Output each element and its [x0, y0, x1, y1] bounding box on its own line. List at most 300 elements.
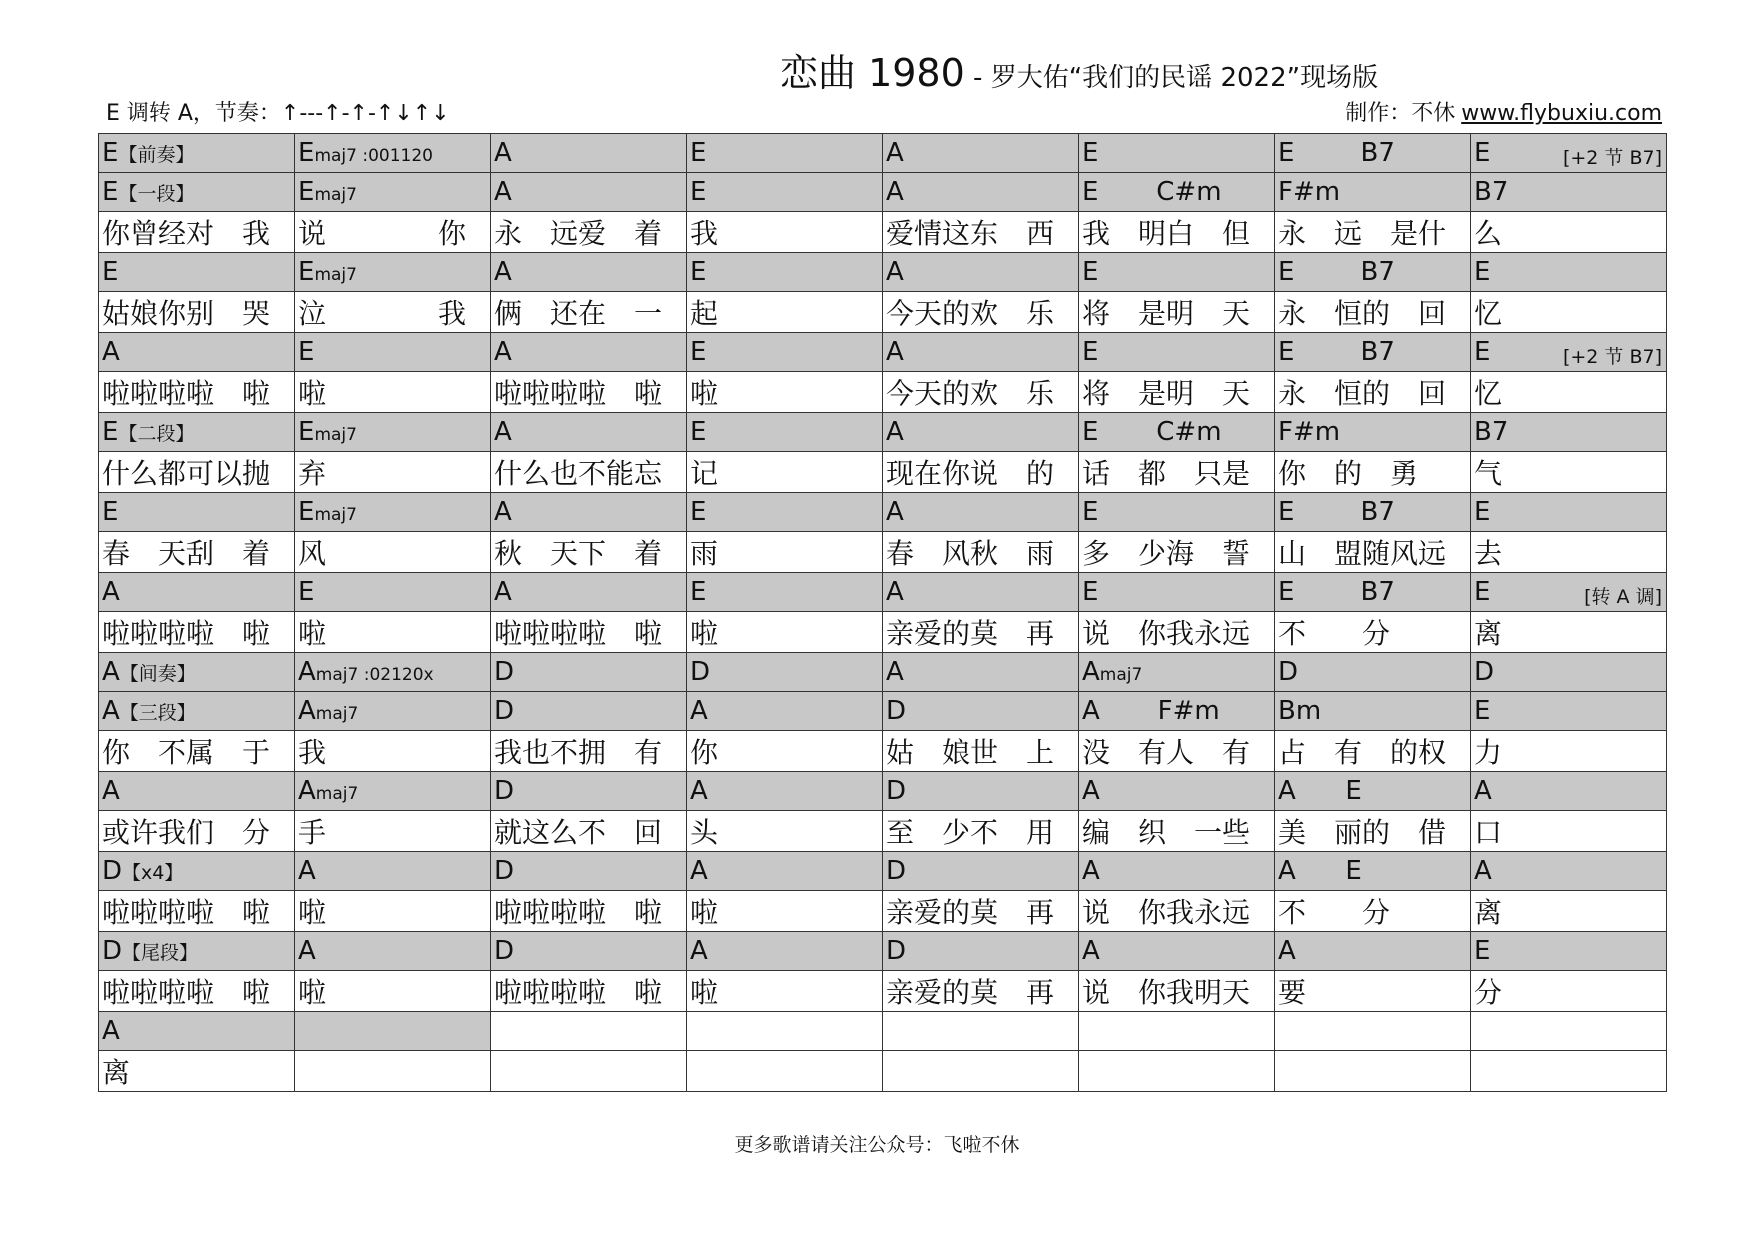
lyric-cell: 去: [1471, 532, 1667, 573]
chord-cell: [687, 413, 883, 452]
chord-name: A: [494, 417, 512, 447]
chord-cell: [295, 653, 491, 692]
chord-cell: [491, 932, 687, 971]
chord-cell: [491, 173, 687, 212]
lyric-cell: 啦啦啦啦 啦: [99, 891, 295, 932]
chord-cell: [883, 852, 1079, 891]
lyric-cell: 啦: [687, 372, 883, 413]
chord-name: A F#m: [1082, 696, 1220, 726]
chord-name: A: [102, 776, 120, 806]
chord-cell: [491, 653, 687, 692]
chord-cell: [687, 173, 883, 212]
chord-name: A: [494, 577, 512, 607]
chord-cell: [883, 333, 1079, 372]
chord-cell: [99, 173, 295, 212]
chord-cell: [99, 253, 295, 292]
lyric-cell: 忆: [1471, 292, 1667, 333]
lyric-cell: 什么都可以抛: [99, 452, 295, 493]
lyric-cell: [1079, 1051, 1275, 1092]
chord-cell: [1079, 653, 1275, 692]
chord-name: E C#m: [1082, 177, 1222, 207]
chord-name: D: [690, 657, 711, 687]
chord-cell: [1471, 134, 1667, 173]
chord-cell: [1079, 573, 1275, 612]
chord-cell: [1079, 772, 1275, 811]
chord-name: A: [298, 696, 316, 726]
chord-name: Bm: [1278, 696, 1322, 726]
chord-row: [99, 573, 1667, 612]
lyric-cell: 今天的欢 乐: [883, 292, 1079, 333]
lyric-cell: 永 远爱 着: [491, 212, 687, 253]
lyric-cell: [883, 1051, 1079, 1092]
chord-name: A: [886, 657, 904, 687]
section-label: 【x4】: [122, 862, 184, 884]
chord-name: E: [298, 577, 315, 607]
lyric-cell: 亲爱的莫 再: [883, 971, 1079, 1012]
chord-cell: [1471, 1012, 1667, 1051]
chord-cell: [883, 493, 1079, 532]
lyric-cell: 风: [295, 532, 491, 573]
chord-cell: [883, 253, 1079, 292]
chord-name: A: [690, 936, 708, 966]
lyric-row: [99, 292, 1667, 333]
chord-cell: [491, 1012, 687, 1051]
lyric-cell: 说 你我永远: [1079, 612, 1275, 653]
lyric-cell: 离: [1471, 891, 1667, 932]
lyric-cell: 啦啦啦啦 啦: [99, 612, 295, 653]
chord-cell: [687, 1012, 883, 1051]
chord-cell: [1079, 692, 1275, 731]
chord-cell: [1275, 413, 1471, 452]
lyric-row: [99, 811, 1667, 852]
chord-cell: [883, 413, 1079, 452]
lyric-cell: [687, 1051, 883, 1092]
chord-cell: [1079, 493, 1275, 532]
chord-name: E: [690, 337, 707, 367]
section-label: 【二段】: [118, 423, 195, 445]
chord-name: E: [1474, 936, 1491, 966]
lyric-cell: 你 的 勇: [1275, 452, 1471, 493]
chord-suffix: maj7 :001120: [314, 146, 433, 166]
chord-name: E B7: [1278, 138, 1395, 168]
chord-name: A: [1474, 776, 1492, 806]
chord-cell: [1471, 653, 1667, 692]
chord-cell: [1275, 653, 1471, 692]
chord-cell: [883, 573, 1079, 612]
chord-cell: [687, 653, 883, 692]
chord-name: E: [298, 177, 315, 207]
chord-cell: [687, 573, 883, 612]
lyric-row: [99, 372, 1667, 413]
chord-name: A: [1082, 776, 1100, 806]
chord-name: A: [494, 257, 512, 287]
lyric-cell: [1471, 1051, 1667, 1092]
bar-note: [转 A 调]: [1584, 586, 1662, 608]
lyric-cell: 说 你我明天: [1079, 971, 1275, 1012]
chord-name: A: [102, 337, 120, 367]
lyric-cell: 啦: [687, 612, 883, 653]
chord-cell: [1471, 692, 1667, 731]
chord-cell: [295, 134, 491, 173]
chord-name: A: [102, 1016, 120, 1046]
chord-sheet-body: [99, 134, 1667, 1092]
chord-row: [99, 692, 1667, 731]
chord-name: A: [494, 177, 512, 207]
chord-suffix: maj7: [1099, 665, 1143, 685]
lyric-cell: 现在你说 的: [883, 452, 1079, 493]
bar-note: [+2 节 B7]: [1562, 346, 1662, 368]
chord-name: A: [886, 138, 904, 168]
chord-row: [99, 653, 1667, 692]
lyric-cell: 手: [295, 811, 491, 852]
chord-name: B7: [1474, 417, 1509, 447]
chord-name: E: [102, 138, 119, 168]
lyric-cell: 永 恒的 回: [1275, 292, 1471, 333]
chord-name: E: [690, 577, 707, 607]
section-label: 【尾段】: [122, 942, 199, 964]
chord-suffix: maj7: [315, 704, 359, 724]
lyric-cell: 你曾经对 我: [99, 212, 295, 253]
chord-name: D: [494, 776, 515, 806]
chord-cell: [99, 573, 295, 612]
lyric-cell: 或许我们 分: [99, 811, 295, 852]
chord-name: E: [690, 497, 707, 527]
chord-name: A: [102, 696, 120, 726]
chord-name: A E: [1278, 856, 1362, 886]
lyric-cell: 我 明白 但: [1079, 212, 1275, 253]
chord-name: A: [886, 177, 904, 207]
chord-cell: [1079, 173, 1275, 212]
lyric-cell: 多 少海 誓: [1079, 532, 1275, 573]
chord-cell: [883, 134, 1079, 173]
lyric-cell: [491, 1051, 687, 1092]
chord-cell: [1275, 493, 1471, 532]
chord-cell: [1275, 253, 1471, 292]
lyric-cell: 离: [99, 1051, 295, 1092]
lyric-cell: 说 你: [295, 212, 491, 253]
chord-cell: [1079, 134, 1275, 173]
credit-label: 制作：不休: [1345, 101, 1456, 126]
chord-cell: [491, 692, 687, 731]
chord-name: D: [886, 936, 907, 966]
key-and-rhythm: E 调转 A，节奏：↑---↑-↑-↑↓↑↓: [106, 101, 450, 126]
chord-cell: [1275, 134, 1471, 173]
lyric-cell: 么: [1471, 212, 1667, 253]
credit-link[interactable]: www.flybuxiu.com: [1461, 101, 1662, 126]
chord-name: E: [102, 417, 119, 447]
lyric-row: [99, 452, 1667, 493]
lyric-cell: 记: [687, 452, 883, 493]
chord-row: [99, 493, 1667, 532]
chord-name: E: [690, 138, 707, 168]
lyric-cell: 春 天刮 着: [99, 532, 295, 573]
lyric-row: [99, 891, 1667, 932]
lyric-cell: 不 分: [1275, 612, 1471, 653]
title-line: [780, 42, 1378, 97]
lyric-cell: 啦: [295, 891, 491, 932]
chord-name: E: [1082, 257, 1099, 287]
lyric-cell: 弃: [295, 452, 491, 493]
chord-cell: [1275, 333, 1471, 372]
lyric-cell: 不 分: [1275, 891, 1471, 932]
footer-note: 更多歌谱请关注公众号：飞啦不休: [734, 1134, 1020, 1156]
lyric-cell: [295, 1051, 491, 1092]
chord-name: A: [886, 497, 904, 527]
chord-cell: [99, 692, 295, 731]
lyric-cell: 没 有人 有: [1079, 731, 1275, 772]
chord-sheet: [98, 133, 1667, 1092]
chord-name: D: [102, 936, 123, 966]
chord-cell: [295, 692, 491, 731]
lyric-cell: 啦啦啦啦 啦: [491, 891, 687, 932]
chord-cell: [99, 134, 295, 173]
chord-cell: [883, 772, 1079, 811]
chord-cell: [687, 333, 883, 372]
chord-cell: [1471, 253, 1667, 292]
chord-cell: [1471, 772, 1667, 811]
chord-name: E B7: [1278, 497, 1395, 527]
chord-cell: [1079, 852, 1275, 891]
lyric-cell: 啦啦啦啦 啦: [491, 971, 687, 1012]
chord-suffix: maj7: [314, 425, 357, 445]
lyric-cell: 爱情这东 西: [883, 212, 1079, 253]
chord-name: A: [1082, 856, 1100, 886]
lyric-row: [99, 731, 1667, 772]
chord-cell: [1275, 573, 1471, 612]
lyric-cell: 你 不属 于: [99, 731, 295, 772]
lyric-cell: [1275, 1051, 1471, 1092]
chord-cell: [687, 772, 883, 811]
chord-row: [99, 772, 1667, 811]
chord-cell: [1471, 493, 1667, 532]
lyric-row: [99, 971, 1667, 1012]
song-title: 恋曲 1980: [780, 51, 965, 95]
credit: [1345, 96, 1662, 127]
chord-name: E: [298, 417, 315, 447]
chord-name: D: [1474, 657, 1495, 687]
chord-name: D: [886, 856, 907, 886]
chord-name: E: [102, 257, 119, 287]
lyric-cell: 永 恒的 回: [1275, 372, 1471, 413]
chord-name: E: [102, 497, 119, 527]
chord-name: F#m: [1278, 177, 1341, 207]
chord-name: A: [494, 337, 512, 367]
lyric-cell: 俩 还在 一: [491, 292, 687, 333]
chord-cell: [491, 852, 687, 891]
chord-cell: [1471, 932, 1667, 971]
lyric-cell: 啦: [687, 891, 883, 932]
lyric-cell: 气: [1471, 452, 1667, 493]
lyric-cell: 啦啦啦啦 啦: [99, 971, 295, 1012]
chord-name: E: [1474, 577, 1491, 607]
chord-name: D: [886, 696, 907, 726]
lyric-cell: 就这么不 回: [491, 811, 687, 852]
chord-suffix: maj7: [314, 505, 357, 525]
chord-cell: [491, 772, 687, 811]
chord-cell: [295, 772, 491, 811]
chord-cell: [295, 253, 491, 292]
chord-cell: [491, 413, 687, 452]
chord-name: E: [1474, 138, 1491, 168]
chord-name: E C#m: [1082, 417, 1222, 447]
lyric-cell: 忆: [1471, 372, 1667, 413]
chord-name: E: [298, 138, 315, 168]
chord-row: [99, 173, 1667, 212]
lyric-cell: 姑 娘世 上: [883, 731, 1079, 772]
chord-name: E: [1082, 497, 1099, 527]
lyric-row: [99, 532, 1667, 573]
lyric-cell: 将 是明 天: [1079, 372, 1275, 413]
chord-cell: [1471, 413, 1667, 452]
lyric-cell: 力: [1471, 731, 1667, 772]
section-label: 【一段】: [118, 183, 195, 205]
chord-cell: [883, 653, 1079, 692]
lyric-cell: 至 少不 用: [883, 811, 1079, 852]
chord-cell: [883, 692, 1079, 731]
chord-cell: [883, 1012, 1079, 1051]
chord-cell: [99, 413, 295, 452]
chord-name: A: [690, 696, 708, 726]
lyric-cell: 我: [687, 212, 883, 253]
lyric-cell: 雨: [687, 532, 883, 573]
chord-cell: [1079, 253, 1275, 292]
chord-name: A: [1082, 936, 1100, 966]
chord-name: A: [298, 657, 316, 687]
chord-name: E: [298, 257, 315, 287]
chord-name: A: [690, 856, 708, 886]
chord-name: D: [494, 696, 515, 726]
chord-cell: [491, 573, 687, 612]
lyric-cell: 我也不拥 有: [491, 731, 687, 772]
chord-cell: [295, 852, 491, 891]
chord-row: [99, 253, 1667, 292]
chord-cell: [1079, 413, 1275, 452]
chord-row: [99, 134, 1667, 173]
lyric-cell: 啦: [295, 372, 491, 413]
chord-row: [99, 932, 1667, 971]
lyric-cell: 永 远 是什: [1275, 212, 1471, 253]
chord-cell: [1471, 573, 1667, 612]
song-subtitle: - 罗大佑“我们的民谣 2022”现场版: [964, 63, 1379, 93]
chord-name: E: [690, 257, 707, 287]
chord-cell: [883, 932, 1079, 971]
lyric-cell: 山 盟随风远: [1275, 532, 1471, 573]
lyric-cell: 话 都 只是: [1079, 452, 1275, 493]
chord-cell: [491, 253, 687, 292]
chord-cell: [295, 333, 491, 372]
chord-name: A: [886, 577, 904, 607]
chord-name: F#m: [1278, 417, 1341, 447]
chord-row: [99, 333, 1667, 372]
chord-name: E: [690, 417, 707, 447]
chord-name: E: [298, 337, 315, 367]
section-label: 【三段】: [119, 702, 196, 724]
section-label: 【前奏】: [118, 144, 195, 166]
chord-cell: [1275, 772, 1471, 811]
chord-name: D: [494, 936, 515, 966]
chord-cell: [295, 493, 491, 532]
chord-name: A: [494, 138, 512, 168]
section-label: 【间奏】: [119, 663, 196, 685]
chord-name: E B7: [1278, 337, 1395, 367]
chord-cell: [687, 134, 883, 173]
chord-name: A: [886, 417, 904, 447]
chord-row: [99, 1012, 1667, 1051]
chord-name: A: [1278, 936, 1296, 966]
lyric-cell: 啦啦啦啦 啦: [491, 612, 687, 653]
chord-name: A: [1082, 657, 1100, 687]
lyric-cell: 美 丽的 借: [1275, 811, 1471, 852]
chord-name: E: [102, 177, 119, 207]
chord-cell: [295, 573, 491, 612]
chord-cell: [99, 932, 295, 971]
chord-cell: [99, 653, 295, 692]
chord-name: E: [1474, 497, 1491, 527]
chord-cell: [99, 1012, 295, 1051]
chord-name: E: [1474, 337, 1491, 367]
chord-name: E B7: [1278, 257, 1395, 287]
chord-name: A: [298, 776, 316, 806]
chord-cell: [99, 333, 295, 372]
chord-cell: [1079, 932, 1275, 971]
chord-name: A: [886, 337, 904, 367]
chord-name: D: [886, 776, 907, 806]
lyric-cell: 啦啦啦啦 啦: [99, 372, 295, 413]
chord-name: E: [1082, 138, 1099, 168]
chord-cell: [1275, 692, 1471, 731]
chord-name: E: [1082, 577, 1099, 607]
lyric-cell: 啦: [295, 971, 491, 1012]
chord-cell: [1079, 1012, 1275, 1051]
lyric-row: [99, 612, 1667, 653]
lyric-cell: 今天的欢 乐: [883, 372, 1079, 413]
lyric-row: [99, 212, 1667, 253]
chord-cell: [295, 1012, 491, 1051]
chord-name: E B7: [1278, 577, 1395, 607]
chord-name: D: [494, 856, 515, 886]
lyric-cell: 编 织 一些: [1079, 811, 1275, 852]
lyric-cell: 亲爱的莫 再: [883, 891, 1079, 932]
chord-name: A: [298, 856, 316, 886]
lyric-row: [99, 1051, 1667, 1092]
chord-cell: [687, 493, 883, 532]
lyric-cell: 姑娘你别 哭: [99, 292, 295, 333]
chord-cell: [687, 692, 883, 731]
lyric-cell: 泣 我: [295, 292, 491, 333]
chord-name: E: [298, 497, 315, 527]
lyric-cell: 什么也不能忘: [491, 452, 687, 493]
chord-cell: [99, 493, 295, 532]
chord-name: A E: [1278, 776, 1362, 806]
chord-row: [99, 852, 1667, 891]
lyric-cell: 要: [1275, 971, 1471, 1012]
chord-name: D: [494, 657, 515, 687]
chord-name: B7: [1474, 177, 1509, 207]
lyric-cell: 说 你我永远: [1079, 891, 1275, 932]
chord-suffix: maj7: [314, 185, 357, 205]
chord-cell: [99, 852, 295, 891]
chord-cell: [295, 932, 491, 971]
chord-name: E: [1474, 696, 1491, 726]
chord-suffix: maj7: [314, 265, 357, 285]
lyric-cell: 分: [1471, 971, 1667, 1012]
chord-cell: [1471, 852, 1667, 891]
lyric-cell: 啦: [687, 971, 883, 1012]
chord-cell: [1275, 932, 1471, 971]
chord-name: A: [1474, 856, 1492, 886]
chord-name: A: [494, 497, 512, 527]
chord-cell: [491, 134, 687, 173]
